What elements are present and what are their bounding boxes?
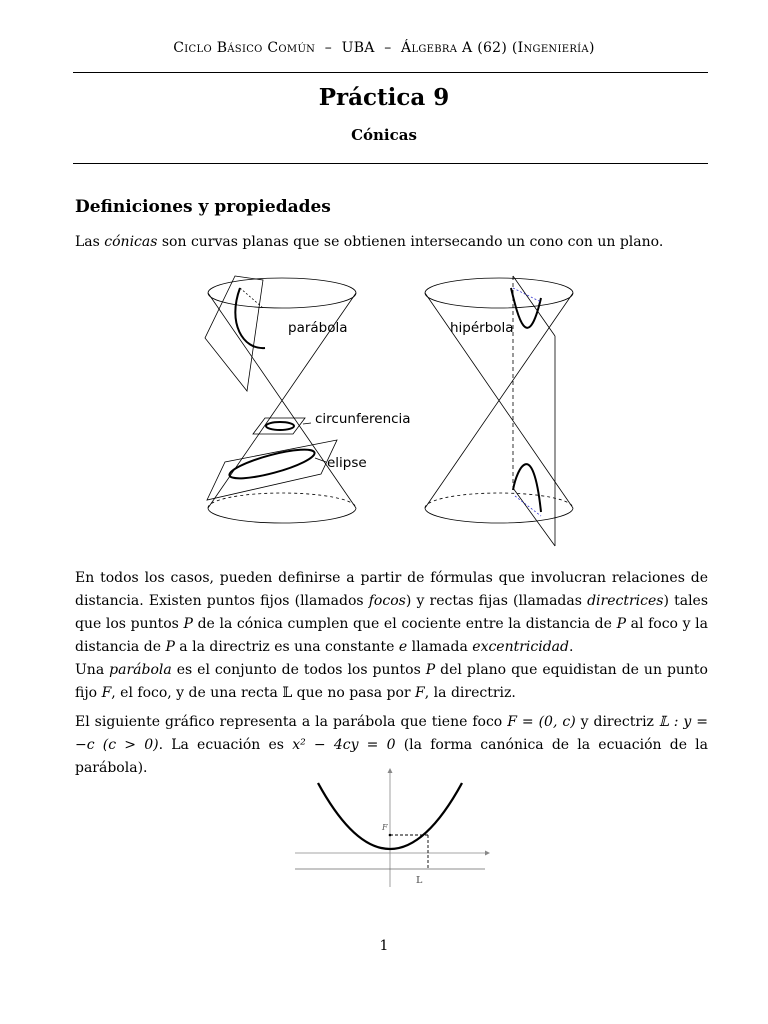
- header-ciclo: Ciclo Básico Común: [173, 40, 316, 56]
- def-var-p: P: [183, 616, 193, 632]
- header-sep-2: –: [384, 40, 392, 56]
- parabola-equation: x² − 4cy = 0: [292, 737, 396, 753]
- parabola-def-var-f: F: [101, 685, 112, 701]
- directrix-equation: 𝕃 : y = −c: [75, 714, 708, 753]
- def-focos: focos: [368, 593, 406, 609]
- parabola-def-text-4: , el foco, y de una recta: [111, 685, 283, 701]
- graph-desc-text-2: y directriz: [575, 714, 659, 730]
- header-course: Álgebra A (62): [401, 40, 508, 56]
- running-header: [0, 40, 768, 56]
- def-var-e: e: [398, 639, 408, 655]
- def-text-1: En todos los casos, pueden definirse a partir de fórmulas que involucran relaciones de distancia. Existen puntos fijos (llamados: [75, 570, 708, 609]
- definition-paragraph: [75, 567, 708, 705]
- parabola-def-text-6: , la directriz.: [424, 685, 516, 701]
- header-rule-bottom: [73, 163, 708, 164]
- intro-text-2: son curvas planas que se obtienen intersecando un cono con un plano.: [157, 234, 664, 250]
- parabola-plane: [205, 276, 265, 391]
- def-text-7: llamada: [407, 639, 473, 655]
- parabola-def-var-f: F: [415, 685, 425, 701]
- intro-text-1: Las: [75, 234, 105, 250]
- condition-c-positive: (c > 0): [102, 737, 159, 753]
- header-uba: UBA: [341, 40, 375, 56]
- intro-emphasis: cónicas: [104, 234, 158, 250]
- def-text-8: .: [569, 639, 574, 655]
- hyperbola-plane: [511, 276, 555, 546]
- header-faculty: (Ingeniería): [511, 40, 595, 56]
- section-title: Definiciones y propiedades: [75, 197, 331, 217]
- graph-desc-text-1: El siguiente gráfico representa a la parábola que tiene foco: [75, 714, 508, 730]
- label-hiperbola: hipérbola: [450, 320, 514, 336]
- def-text-5: al foco y la distancia de: [75, 616, 708, 655]
- page-subtitle: Cónicas: [351, 126, 417, 144]
- conic-sections-figure: [195, 268, 595, 548]
- def-text-2: ) y rectas fijas (llamadas: [405, 593, 588, 609]
- parabola-graph: [290, 765, 495, 895]
- page-title: Práctica 9: [318, 84, 450, 111]
- label-parabola: parábola: [288, 320, 348, 336]
- left-double-cone: [208, 278, 356, 523]
- def-text-3: ) tales que los puntos: [75, 593, 709, 632]
- header-sep-1: –: [324, 40, 333, 56]
- focus-point: [389, 834, 392, 837]
- focus-equation: F = (0, c): [507, 714, 576, 730]
- parabola-def-text-2: es el conjunto de todos los puntos: [171, 662, 426, 678]
- header-rule-top: [73, 72, 708, 73]
- graph-desc-text-4: . La ecuación es: [158, 737, 293, 753]
- right-double-cone: [425, 278, 573, 523]
- directrix-label: 𝕃: [416, 876, 423, 886]
- def-var-p: P: [616, 616, 626, 632]
- label-circunferencia: circunferencia: [315, 411, 411, 427]
- parabola-def-text-3: del plano que equidistan de un punto fijo: [75, 662, 708, 701]
- def-text-6: a la directriz es una constante: [174, 639, 399, 655]
- parabola-def-term: parábola: [109, 662, 172, 678]
- def-text-4: de la cónica cumplen que el cociente entre la distancia de: [192, 616, 617, 632]
- label-elipse: elipse: [327, 455, 367, 471]
- graph-desc-text-5: (la forma canónica de la ecuación de la parábola).: [75, 737, 708, 776]
- def-excentricidad: excentricidad: [472, 639, 569, 655]
- page-number: 1: [379, 938, 389, 954]
- parabola-def-var-l: 𝕃: [282, 685, 293, 701]
- parabola-def-text-5: que no pasa por: [292, 685, 416, 701]
- parabola-def-text-1: Una: [75, 662, 110, 678]
- parabola-def-var-p: P: [425, 662, 436, 678]
- ellipse-plane: [207, 440, 337, 500]
- focus-label: F: [382, 823, 388, 832]
- def-var-p: P: [165, 639, 175, 655]
- def-directrices: directrices: [587, 593, 664, 609]
- intro-paragraph: [75, 231, 708, 254]
- graph-desc-text-3: [95, 737, 103, 753]
